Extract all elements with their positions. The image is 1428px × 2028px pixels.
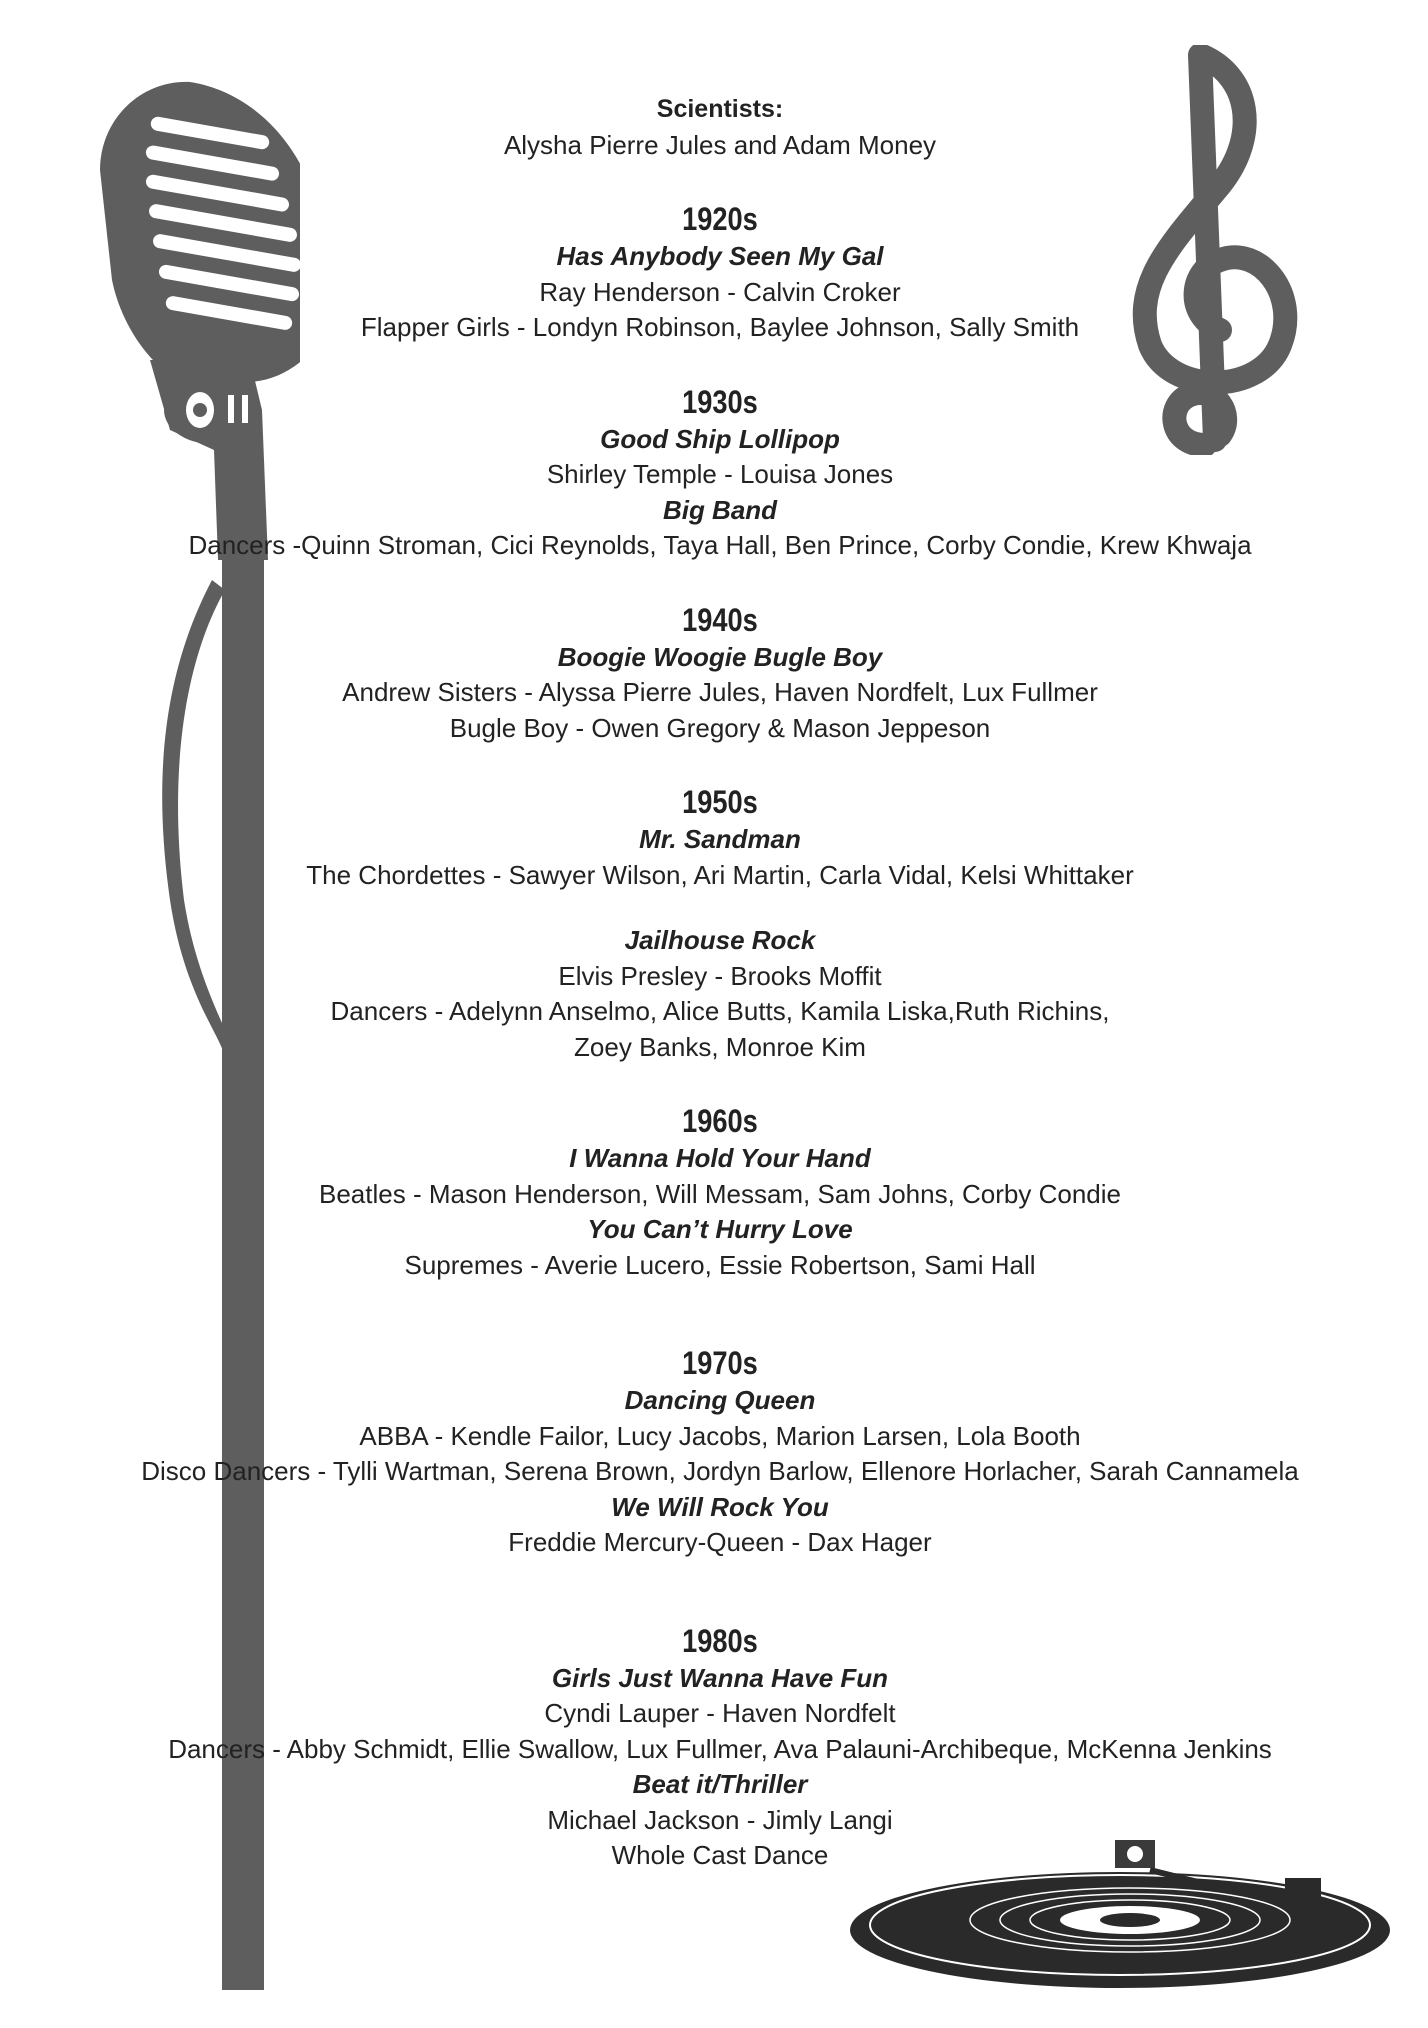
song-title: Beat it/Thriller: [632, 1769, 808, 1799]
song-title: Has Anybody Seen My Gal: [556, 241, 884, 271]
scientists-block: [100, 92, 1340, 163]
section-gap: [100, 746, 1340, 782]
scientists-names: Alysha Pierre Jules and Adam Money: [503, 129, 937, 160]
decade-section: [100, 782, 1340, 1065]
line-spacer: [100, 893, 1340, 923]
section-gap: [100, 346, 1340, 382]
song-title: Boogie Woogie Bugle Boy: [557, 641, 883, 672]
cast-line: Andrew Sisters - Alyssa Pierre Jules, Haven Nordfelt, Lux Fullmer: [342, 677, 1098, 707]
decade-heading: 1950s: [682, 784, 758, 820]
cast-line: Zoey Banks, Monroe Kim: [574, 1031, 866, 1062]
cast-line: Supremes - Averie Lucero, Essie Robertson, Sami Hall: [404, 1249, 1036, 1280]
decade-section: [100, 1101, 1340, 1283]
song-title: You Can’t Hurry Love: [587, 1214, 853, 1244]
song-title: I Wanna Hold Your Hand: [569, 1143, 871, 1173]
cast-line: Whole Cast Dance: [611, 1840, 829, 1870]
song-title: We Will Rock You: [611, 1491, 829, 1522]
section-gap: [100, 1283, 1340, 1343]
cast-line: Shirley Temple - Louisa Jones: [546, 459, 894, 489]
song-title: Good Ship Lollipop: [600, 423, 840, 454]
decade-section: [100, 1343, 1340, 1561]
decade-section: [100, 382, 1340, 564]
decade-section: [100, 600, 1340, 747]
cast-line: Disco Dancers - Tylli Wartman, Serena Brown, Jordyn Barlow, Ellenore Horlacher, Sarah Cannamela: [141, 1456, 1299, 1486]
cast-line: Bugle Boy - Owen Gregory & Mason Jeppeson: [449, 712, 991, 743]
program-listing: [100, 92, 1340, 1874]
section-gap: [100, 564, 1340, 600]
decade-heading: 1960s: [682, 1103, 758, 1139]
decade-section: [100, 199, 1340, 346]
cast-line: Michael Jackson - Jimly Langi: [547, 1804, 893, 1835]
decade-heading: 1920s: [682, 201, 758, 237]
decade-heading: 1970s: [682, 1345, 758, 1381]
song-title: Girls Just Wanna Have Fun: [551, 1662, 889, 1693]
cast-line: ABBA - Kendle Failor, Lucy Jacobs, Marion Larsen, Lola Booth: [359, 1420, 1081, 1451]
decade-heading: 1930s: [682, 383, 758, 420]
cast-line: Dancers - Adelynn Anselmo, Alice Butts, Kamila Liska,Ruth Richins,: [330, 996, 1110, 1026]
cast-line: The Chordettes - Sawyer Wilson, Ari Martin, Carla Vidal, Kelsi Whittaker: [306, 859, 1134, 890]
section-gap: [100, 163, 1340, 199]
cast-line: Dancers - Abby Schmidt, Ellie Swallow, Lux Fullmer, Ava Palauni-Archibeque, McKenna Jenkins: [168, 1733, 1272, 1764]
decade-heading: 1940s: [682, 601, 758, 638]
cast-line: Cyndi Lauper - Haven Nordfelt: [544, 1698, 896, 1728]
cast-line: Dancers -Quinn Stroman, Cici Reynolds, Taya Hall, Ben Prince, Corby Condie, Krew Khwaja: [188, 530, 1252, 560]
decade-heading: 1980s: [682, 1622, 758, 1659]
song-title: Big Band: [662, 494, 778, 525]
scientists-label: Scientists:: [656, 95, 784, 123]
song-title: Jailhouse Rock: [624, 925, 816, 955]
cast-line: Beatles - Mason Henderson, Will Messam, Sam Johns, Corby Condie: [319, 1178, 1121, 1209]
cast-line: Ray Henderson - Calvin Croker: [539, 276, 901, 307]
song-title: Dancing Queen: [624, 1385, 816, 1415]
section-gap: [100, 1561, 1340, 1621]
section-gap: [100, 1065, 1340, 1101]
cast-line: Flapper Girls - Londyn Robinson, Baylee Johnson, Sally Smith: [360, 312, 1080, 342]
cast-line: Elvis Presley - Brooks Moffit: [558, 960, 882, 991]
decade-sections: [100, 163, 1340, 1874]
song-title: Mr. Sandman: [639, 824, 801, 854]
decade-section: [100, 1621, 1340, 1874]
cast-line: Freddie Mercury-Queen - Dax Hager: [508, 1527, 932, 1557]
